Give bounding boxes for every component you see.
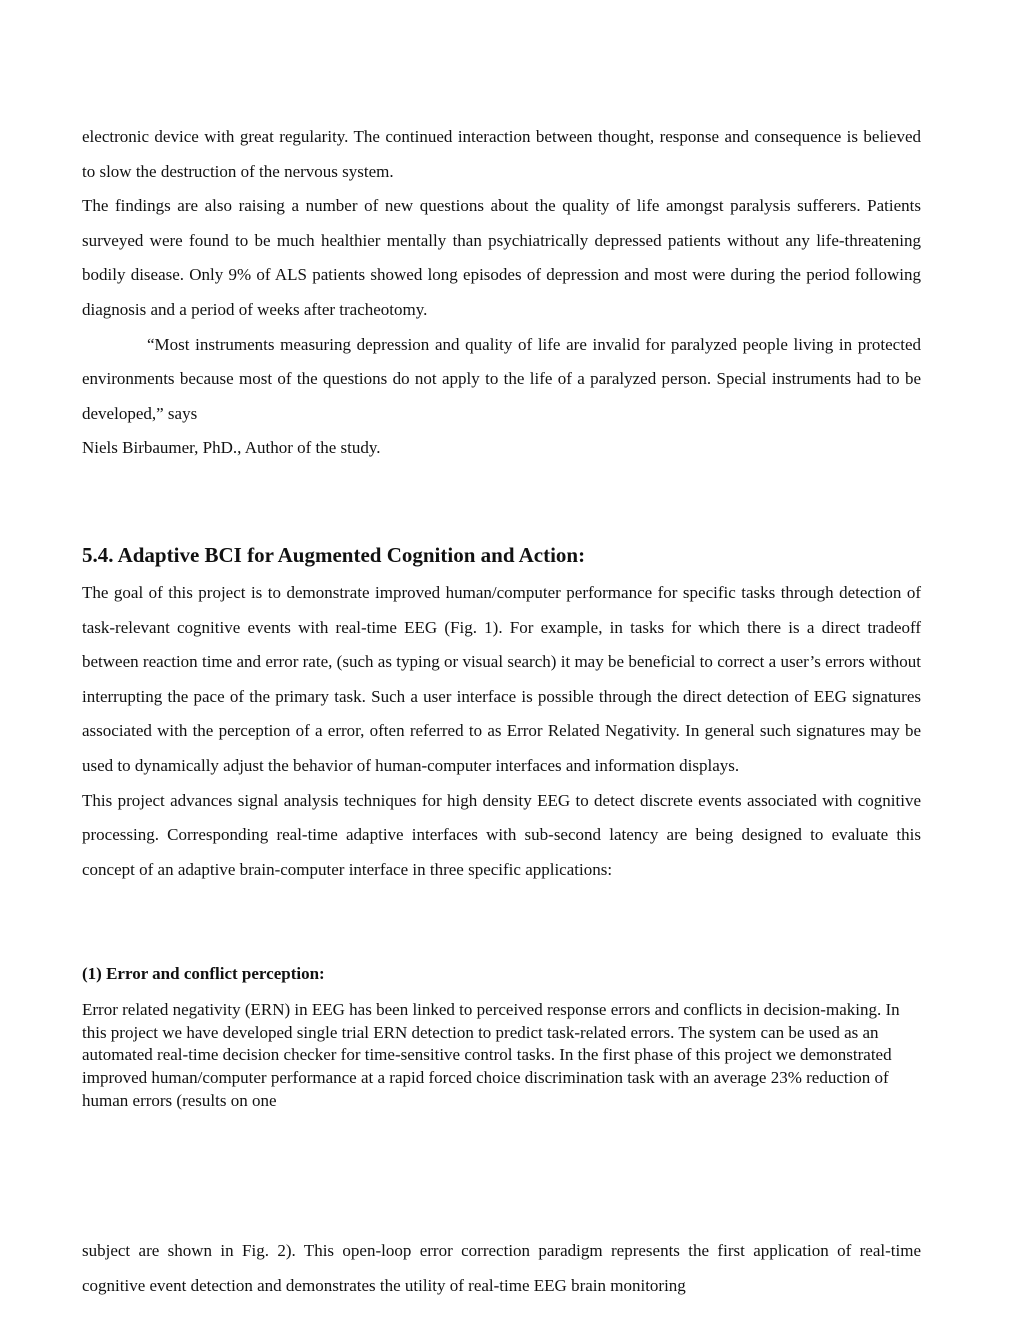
section-body bbox=[82, 576, 921, 887]
section-block bbox=[82, 540, 921, 570]
paragraph-bottom: subject are shown in Fig. 2). This open-loop error correction paradigm represents the first application of real-time cognitive event detection and demonstrates the utility of real-time EEG brain monitoring bbox=[82, 1241, 921, 1295]
subsection-heading: (1) Error and conflict perception: bbox=[82, 964, 325, 983]
subsection-block bbox=[82, 963, 921, 985]
paragraph-quote: “Most instruments measuring depression and quality of life are invalid for paralyzed people living in protected environments because most of the questions do not apply to the life of a paralyzed person. Special instruments had to be developed,” says bbox=[82, 334, 921, 423]
paragraph-ern: Error related negativity (ERN) in EEG has been linked to perceived response errors and conflicts in decision-making. In this project we have developed single trial ERN detection to predict task-related errors. The system can be used as an automated real-time decision checker for time-sensitive control tasks. In the first phase of this project we demonstrated improved human/computer performance at a rapid forced choice discrimination task with an average 23% reduction of human errors (results on one bbox=[82, 1000, 900, 1110]
section-heading: 5.4. Adaptive BCI for Augmented Cognition and Action: bbox=[82, 543, 586, 567]
paragraph-findings: The findings are also raising a number of new questions about the quality of life amongst paralysis sufferers. Patients surveyed were found to be much healthier mentally than psychiatrically depressed patients without any life-threatening bodily disease. Only 9% of ALS patients showed long episodes of depression and most were during the period following diagnosis and a period of weeks after tracheotomy. bbox=[82, 196, 921, 319]
paragraph-attribution: Niels Birbaumer, PhD., Author of the study. bbox=[82, 438, 381, 458]
top-text-block bbox=[82, 120, 921, 466]
bottom-text-block bbox=[82, 1234, 921, 1303]
tight-text-block bbox=[82, 999, 921, 1113]
paragraph-continuation: electronic device with great regularity. The continued interaction between thought, response and consequence is believed to slow the destruction of the nervous system. bbox=[82, 127, 921, 181]
paragraph-project: This project advances signal analysis techniques for high density EEG to detect discrete events associated with cognitive processing. Corresponding real-time adaptive interfaces with sub-second latency are being designed to evaluate this concept of an adaptive brain-computer interface in three specific applications: bbox=[82, 790, 921, 879]
paragraph-goal: The goal of this project is to demonstrate improved human/computer performance for specific tasks through detection of task-relevant cognitive events with real-time EEG (Fig. 1). For example, in tasks for which there is a direct tradeoff between reaction time and error rate, (such as typing or visual search) it may be beneficial to correct a user’s errors without interrupting the pace of the primary task. Such a user interface is possible through the direct detection of EEG signatures associated with the perception of a error, often referred to as Error Related Negativity. In general such signatures may be used to dynamically adjust the behavior of human-computer interfaces and information displays. bbox=[82, 583, 921, 775]
